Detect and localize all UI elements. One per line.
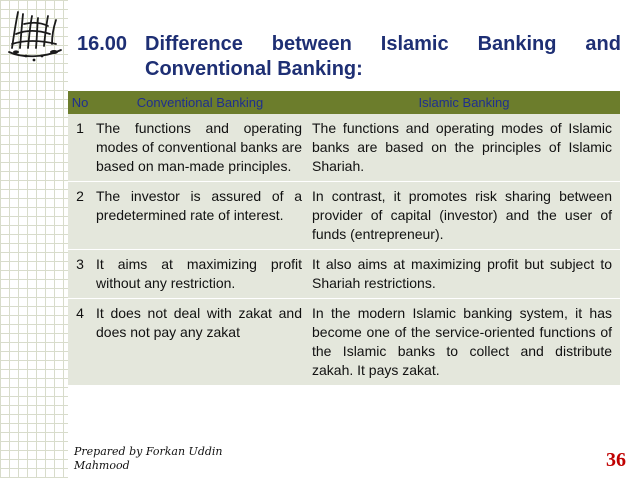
footer-line-2: Mahmood	[74, 459, 130, 472]
islamic-cell: In the modern Islamic banking system, it has become one of the service-oriented functions of the Islamic banks to collect and distribute zakah. It pays zakat.	[308, 299, 620, 386]
title-line-1: Difference between Islamic Banking and	[145, 33, 621, 55]
conventional-cell: The functions and operating modes of conventional banks are based on man-made principles.	[96, 120, 302, 174]
page-number: 36	[606, 449, 626, 471]
footer-credit	[74, 445, 223, 473]
bismillah-calligraphy-icon	[4, 4, 66, 66]
row-number: 3	[68, 250, 92, 299]
conventional-cell: It does not deal with zakat and does not pay any zakat	[92, 299, 308, 386]
header-no: No	[68, 91, 92, 114]
islamic-cell: It also aims at maximizing profit but subject to Shariah restrictions.	[308, 250, 620, 299]
table-row	[68, 250, 620, 299]
table-row	[68, 299, 620, 386]
table-header-row	[68, 91, 620, 114]
row-number: 4	[68, 299, 92, 386]
header-conventional: Conventional Banking	[92, 91, 308, 114]
islamic-cell: The functions and operating modes of Islamic banks are based on the principles of Islamic Shariah.	[312, 120, 612, 174]
conventional-cell: It aims at maximizing profit without any restriction.	[92, 250, 308, 299]
footer-line-1: Prepared by Forkan Uddin	[74, 445, 223, 458]
section-number: 16.00	[77, 33, 128, 55]
conventional-cell: The investor is assured of a predetermined rate of interest.	[92, 182, 308, 250]
table-row	[68, 114, 620, 182]
islamic-cell: In contrast, it promotes risk sharing between provider of capital (investor) and the user of funds (entrepreneur).	[308, 182, 620, 250]
row-number: 1	[76, 120, 84, 136]
row-number: 2	[68, 182, 92, 250]
title-line-2: Conventional Banking:	[145, 58, 363, 80]
comparison-table	[68, 91, 620, 385]
table-row	[68, 182, 620, 250]
header-islamic: Islamic Banking	[308, 91, 620, 114]
grid-strip	[0, 0, 68, 478]
